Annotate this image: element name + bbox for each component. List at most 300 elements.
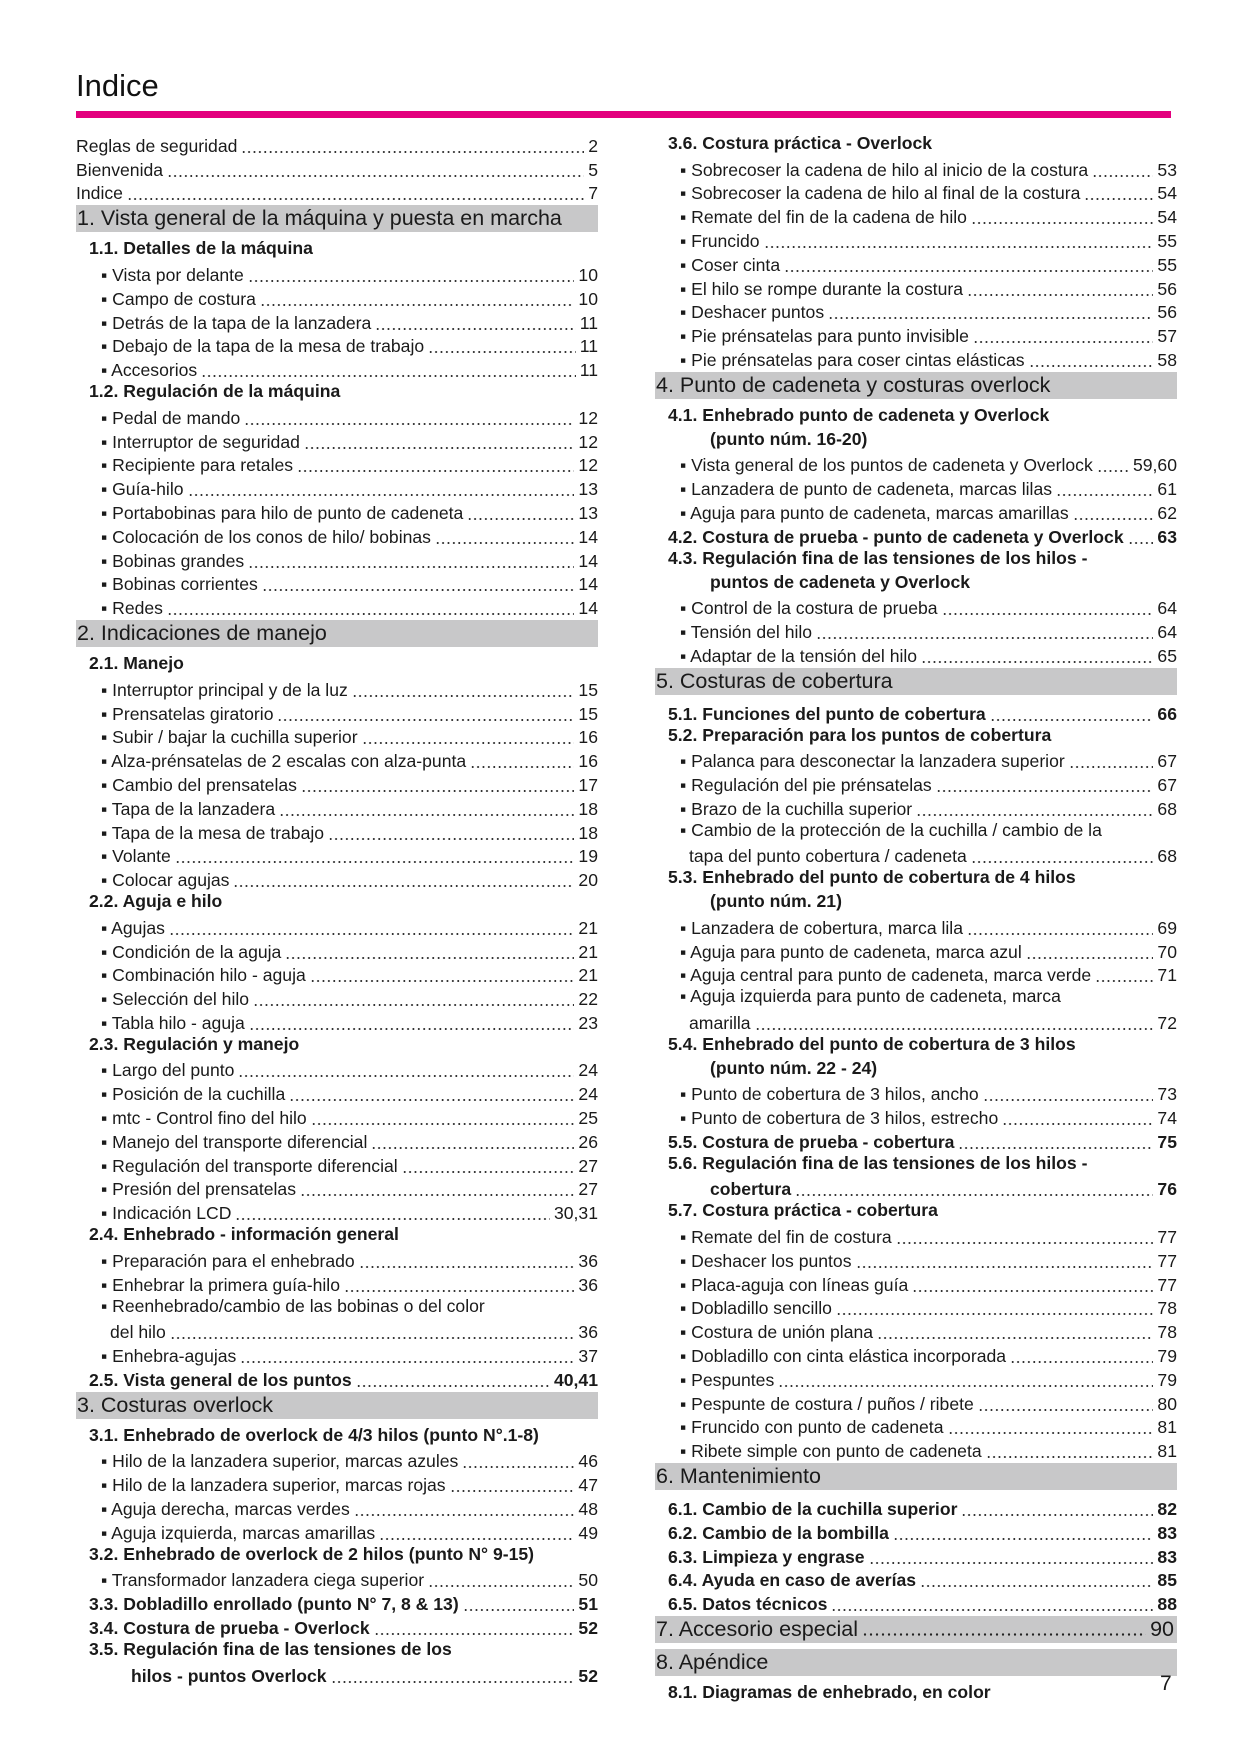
toc-page-number: 71 [1157, 965, 1177, 986]
toc-entry[interactable] [655, 1010, 1177, 1034]
toc-entry-title: ▪ Indicación LCD [101, 1203, 232, 1224]
toc-entry[interactable] [76, 1449, 598, 1473]
dot-leader [328, 838, 574, 840]
toc-entry-title: ▪ Posición de la cuchilla [101, 1084, 286, 1105]
toc-page-number: 36 [578, 1322, 598, 1343]
toc-page-number: 13 [578, 479, 598, 500]
toc-entry[interactable] [76, 915, 598, 939]
toc-entry[interactable] [76, 891, 598, 915]
toc-entry-title: 5.2. Preparación para los puntos de cobertura [668, 724, 1052, 745]
dot-leader [375, 328, 575, 330]
toc-entry[interactable] [655, 915, 1177, 939]
section-title: 1. Vista general de la máquina y puesta en marcha [77, 206, 562, 231]
toc-entry-title: ▪ Punto de cobertura de 3 hilos, estrecho [680, 1108, 999, 1129]
toc-entry[interactable] [76, 381, 598, 405]
toc-entry[interactable] [76, 772, 598, 796]
dot-leader [248, 280, 575, 282]
dot-leader [990, 719, 1154, 721]
toc-entry[interactable] [655, 1200, 1177, 1224]
toc-entry[interactable] [655, 1058, 1177, 1082]
toc-entry-title: del hilo [110, 1322, 166, 1343]
toc-entry[interactable] [655, 1034, 1177, 1058]
toc-entry[interactable] [655, 1296, 1177, 1320]
toc-entry[interactable] [655, 1391, 1177, 1415]
toc-entry[interactable] [76, 1544, 598, 1568]
dot-leader [983, 1099, 1154, 1101]
toc-entry[interactable] [655, 157, 1177, 181]
toc-entry[interactable] [655, 1496, 1177, 1520]
toc-entry-title: 5.7. Costura práctica - cobertura [668, 1200, 938, 1221]
toc-entry[interactable] [76, 1496, 598, 1520]
toc-page-number: 77 [1157, 1250, 1177, 1271]
toc-entry-title: ▪ Vista general de los puntos de cadeneta y Overlock [680, 455, 1093, 476]
toc-page-number: 61 [1157, 479, 1177, 500]
toc-entry[interactable] [655, 1224, 1177, 1248]
toc-entry[interactable] [76, 548, 598, 572]
toc-entry[interactable] [655, 1415, 1177, 1439]
toc-entry-title: ▪ Colocación de los conos de hilo/ bobinas [101, 526, 431, 547]
toc-entry[interactable] [655, 1272, 1177, 1296]
toc-entry-title: ▪ Detrás de la tapa de la lanzadera [101, 312, 372, 333]
toc-entry[interactable] [655, 228, 1177, 252]
toc-entry[interactable] [655, 963, 1177, 987]
toc-page-number: 22 [578, 989, 598, 1010]
toc-entry-title: ▪ Regulación del pie prénsatelas [680, 774, 932, 795]
section-title: 2. Indicaciones de manejo [77, 621, 327, 646]
toc-page-number: 53 [1157, 159, 1177, 180]
toc-entry[interactable] [76, 1034, 598, 1058]
toc-entry[interactable] [76, 1343, 598, 1367]
toc-entry[interactable] [76, 357, 598, 381]
toc-entry[interactable] [76, 1010, 598, 1034]
toc-entry[interactable] [76, 1319, 598, 1343]
dot-leader [916, 814, 1153, 816]
dot-leader [201, 375, 576, 377]
dot-leader [188, 494, 575, 496]
toc-entry[interactable] [76, 1591, 598, 1615]
toc-entry-title: ▪ Pespuntes [680, 1369, 775, 1390]
toc-entry-title: ▪ Lanzadera de punto de cadeneta, marcas lilas [680, 479, 1053, 500]
toc-entry-title: ▪ Fruncido [680, 230, 760, 251]
toc-page-number: 65 [1157, 645, 1177, 666]
toc-page-number: 81 [1157, 1417, 1177, 1438]
toc-entry[interactable] [76, 500, 598, 524]
toc-entry[interactable] [655, 1343, 1177, 1367]
toc-entry-title: ▪ Pie prénsatelas para coser cintas elásticas [680, 349, 1025, 370]
toc-page-number: 78 [1157, 1298, 1177, 1319]
dot-leader [921, 661, 1153, 663]
toc-entry[interactable] [655, 1568, 1177, 1592]
toc-entry[interactable] [655, 1153, 1177, 1177]
toc-entry[interactable] [655, 500, 1177, 524]
toc-page-number: 76 [1157, 1179, 1177, 1200]
toc-page-number: 20 [578, 870, 598, 891]
toc-entry[interactable] [76, 1520, 598, 1544]
toc-entry-title: ▪ Preparación para el enhebrado [101, 1250, 355, 1271]
toc-entry[interactable] [76, 1153, 598, 1177]
toc-page-number: 23 [578, 1012, 598, 1033]
toc-entry-title: ▪ Regulación del transporte diferencial [101, 1155, 398, 1176]
page-title: Indice [76, 68, 159, 103]
toc-entry-title: ▪ Cambio del prensatelas [101, 774, 297, 795]
dot-leader [297, 470, 574, 472]
toc-entry[interactable] [76, 1296, 598, 1320]
toc-entry[interactable] [76, 701, 598, 725]
toc-page-number: 64 [1157, 598, 1177, 619]
toc-entry[interactable] [76, 453, 598, 477]
dot-leader [238, 1075, 574, 1077]
dot-leader [971, 861, 1154, 863]
dot-leader [233, 885, 574, 887]
toc-entry-title: ▪ Reenhebrado/cambio de las bobinas o del color [101, 1295, 485, 1316]
section-title: 7. Accesorio especial [656, 1617, 858, 1642]
toc-entry[interactable] [655, 405, 1177, 429]
toc-page-number: 11 [579, 312, 598, 333]
toc-entry[interactable] [655, 867, 1177, 891]
toc-entry[interactable] [76, 1639, 598, 1663]
toc-entry-title: ▪ Enhebra-agujas [101, 1346, 237, 1367]
toc-entry-title: 8.1. Diagramas de enhebrado, en color [668, 1682, 991, 1703]
toc-entry-title: 3.5. Regulación fina de las tensiones de los [89, 1639, 452, 1660]
toc-page-number: 48 [578, 1499, 598, 1520]
toc-entry-title: ▪ Lanzadera de cobertura, marca lila [680, 917, 964, 938]
toc-entry[interactable] [655, 748, 1177, 772]
toc-page-number: 46 [578, 1451, 598, 1472]
toc-entry[interactable] [76, 595, 598, 619]
dot-leader [428, 351, 576, 353]
toc-entry[interactable] [76, 677, 598, 701]
toc-entry[interactable] [76, 939, 598, 963]
dot-leader [167, 613, 574, 615]
toc-entry[interactable] [655, 1367, 1177, 1391]
toc-page-number: 40,41 [553, 1369, 598, 1390]
toc-page-number: 19 [578, 846, 598, 867]
toc-entry[interactable] [76, 1177, 598, 1201]
dot-leader [920, 1585, 1153, 1587]
toc-entry-title: ▪ Deshacer puntos [680, 302, 825, 323]
toc-page-number: 68 [1157, 846, 1177, 867]
dot-leader [1097, 470, 1129, 472]
toc-page-number: 16 [578, 751, 598, 772]
toc-entry[interactable] [655, 986, 1177, 1010]
toc-entry[interactable] [76, 844, 598, 868]
toc-entry[interactable] [76, 796, 598, 820]
toc-page-number: 11 [579, 360, 598, 381]
toc-entry[interactable] [76, 1200, 598, 1224]
toc-entry[interactable] [655, 276, 1177, 300]
section-heading[interactable] [76, 1392, 598, 1419]
dot-leader [1073, 518, 1154, 520]
toc-page-number: 18 [578, 798, 598, 819]
toc-entry-title: ▪ Transformador lanzadera ciega superior [101, 1570, 425, 1591]
toc-page-number: 30,31 [553, 1203, 598, 1224]
toc-page-number: 79 [1157, 1346, 1177, 1367]
toc-entry[interactable] [76, 1568, 598, 1592]
toc-page-number: 26 [578, 1131, 598, 1152]
toc-entry[interactable] [655, 181, 1177, 205]
toc-entry[interactable] [76, 286, 598, 310]
dot-leader [428, 1585, 574, 1587]
dot-leader [356, 1385, 550, 1387]
section-heading[interactable] [655, 372, 1177, 399]
toc-page-number: 67 [1157, 751, 1177, 772]
dot-leader [971, 222, 1153, 224]
toc-entry[interactable] [76, 572, 598, 596]
toc-entry[interactable] [76, 133, 598, 157]
toc-page-number: 37 [578, 1346, 598, 1367]
toc-entry-title: 3.4. Costura de prueba - Overlock [89, 1618, 370, 1639]
dot-leader [877, 1337, 1153, 1339]
dot-leader [463, 1609, 575, 1611]
toc-page-number: 63 [1157, 526, 1177, 547]
dot-leader [1029, 365, 1154, 367]
toc-entry[interactable] [76, 653, 598, 677]
toc-entry[interactable] [655, 701, 1177, 725]
dot-leader [352, 695, 575, 697]
toc-entry[interactable] [655, 204, 1177, 228]
toc-entry[interactable] [655, 1248, 1177, 1272]
toc-entry-title: ▪ Volante [101, 846, 171, 867]
toc-entry[interactable] [655, 323, 1177, 347]
toc-entry-title: ▪ Costura de unión plana [680, 1322, 874, 1343]
toc-entry[interactable] [655, 725, 1177, 749]
toc-entry[interactable] [655, 548, 1177, 572]
toc-entry-title: ▪ Redes [101, 598, 163, 619]
toc-entry[interactable] [76, 181, 598, 205]
toc-entry[interactable] [76, 524, 598, 548]
toc-page-number: 52 [578, 1665, 598, 1686]
toc-page-number: 21 [578, 965, 598, 986]
toc-entry-title: ▪ Aguja para punto de cadeneta, marcas amarillas [680, 502, 1069, 523]
toc-page-number: 67 [1157, 774, 1177, 795]
toc-entry[interactable] [76, 429, 598, 453]
dot-leader [764, 246, 1154, 248]
toc-page-number: 21 [578, 941, 598, 962]
dot-leader [1095, 980, 1153, 982]
toc-entry[interactable] [655, 300, 1177, 324]
dot-leader [379, 1538, 574, 1540]
toc-page-number: 56 [1157, 302, 1177, 323]
toc-entry[interactable] [76, 1272, 598, 1296]
toc-entry-title: ▪ Condición de la aguja [101, 941, 282, 962]
toc-page-number: 83 [1157, 1546, 1177, 1567]
toc-entry[interactable] [655, 133, 1177, 157]
toc-entry[interactable] [655, 1129, 1177, 1153]
section-heading[interactable] [655, 1649, 1177, 1676]
toc-entry[interactable] [655, 1520, 1177, 1544]
toc-entry[interactable] [655, 939, 1177, 963]
toc-entry[interactable] [655, 643, 1177, 667]
toc-entry[interactable] [655, 1319, 1177, 1343]
toc-entry[interactable] [76, 1224, 598, 1248]
toc-entry[interactable] [76, 262, 598, 286]
toc-entry[interactable] [76, 334, 598, 358]
toc-entry[interactable] [76, 1367, 598, 1391]
toc-page-number: 14 [578, 574, 598, 595]
dot-leader [248, 566, 574, 568]
section-heading[interactable] [76, 620, 598, 647]
toc-entry[interactable] [76, 1058, 598, 1082]
dot-leader [869, 1562, 1154, 1564]
toc-page-number: 83 [1157, 1522, 1177, 1543]
toc-entry-title: ▪ Prensatelas giratorio [101, 703, 274, 724]
toc-entry[interactable] [76, 157, 598, 181]
toc-entry[interactable] [655, 476, 1177, 500]
dot-leader [942, 613, 1154, 615]
toc-page-number: 12 [578, 455, 598, 476]
toc-entry[interactable] [76, 310, 598, 334]
toc-entry[interactable] [655, 820, 1177, 844]
toc-entry[interactable] [76, 1425, 598, 1449]
dot-leader [1026, 957, 1154, 959]
toc-page-number: 74 [1157, 1108, 1177, 1129]
toc-entry[interactable] [655, 1682, 1177, 1706]
dot-leader [961, 1514, 1153, 1516]
toc-entry[interactable] [76, 1615, 598, 1639]
toc-entry[interactable] [655, 453, 1177, 477]
toc-entry[interactable] [76, 405, 598, 429]
dot-leader [893, 1538, 1153, 1540]
dot-leader [795, 1194, 1153, 1196]
toc-entry[interactable] [655, 1177, 1177, 1201]
dot-leader [169, 933, 574, 935]
toc-page-number: 14 [578, 598, 598, 619]
toc-entry[interactable] [76, 1663, 598, 1687]
toc-entry-title: ▪ Aguja para punto de cadeneta, marca azul [680, 941, 1022, 962]
toc-page-number: 10 [578, 288, 598, 309]
toc-entry-title: ▪ Aguja derecha, marcas verdes [101, 1499, 350, 1520]
toc-entry[interactable] [655, 1105, 1177, 1129]
toc-entry[interactable] [76, 986, 598, 1010]
toc-entry[interactable] [76, 1081, 598, 1105]
dot-leader [1002, 1123, 1153, 1125]
toc-entry-title: ▪ Sobrecoser la cadena de hilo al final de la costura [680, 183, 1081, 204]
toc-entry[interactable] [76, 476, 598, 500]
dot-leader [279, 814, 574, 816]
toc-page-number: 70 [1157, 941, 1177, 962]
toc-page-number: 49 [578, 1522, 598, 1543]
toc-entry[interactable] [76, 867, 598, 891]
toc-entry[interactable] [76, 963, 598, 987]
toc-page-number: 15 [578, 703, 598, 724]
toc-entry-title: 3.2. Enhebrado de overlock de 2 hilos (punto N° 9-15) [89, 1543, 535, 1564]
toc-entry-title: 5.4. Enhebrado del punto de cobertura de 3 hilos [668, 1033, 1076, 1054]
toc-entry[interactable] [655, 524, 1177, 548]
dot-leader [778, 1385, 1153, 1387]
toc-entry[interactable] [655, 252, 1177, 276]
toc-entry[interactable] [76, 1472, 598, 1496]
toc-entry[interactable] [655, 572, 1177, 596]
toc-entry-title: ▪ Tabla hilo - aguja [101, 1012, 245, 1033]
toc-entry[interactable] [655, 844, 1177, 868]
section-heading[interactable] [655, 1463, 1177, 1490]
toc-entry[interactable] [76, 1248, 598, 1272]
toc-entry[interactable] [655, 1438, 1177, 1462]
dot-leader [470, 766, 574, 768]
toc-page-number: 72 [1157, 1012, 1177, 1033]
toc-entry-title: ▪ Ribete simple con punto de cadeneta [680, 1441, 982, 1462]
toc-entry[interactable] [76, 1129, 598, 1153]
section-title: 5. Costuras de cobertura [656, 668, 893, 693]
dot-leader [856, 1266, 1154, 1268]
dot-leader [359, 1266, 575, 1268]
toc-entry-title: ▪ Selección del hilo [101, 989, 250, 1010]
toc-entry[interactable] [76, 1105, 598, 1129]
toc-entry-title: ▪ Tensión del hilo [680, 621, 813, 642]
dot-leader [816, 637, 1153, 639]
toc-entry-title: ▪ Tapa de la mesa de trabajo [101, 822, 325, 843]
toc-entry[interactable] [655, 595, 1177, 619]
toc-entry-title: puntos de cadeneta y Overlock [710, 571, 971, 592]
toc-entry[interactable] [76, 238, 598, 262]
toc-page-number: 64 [1157, 621, 1177, 642]
toc-entry[interactable] [655, 1081, 1177, 1105]
toc-entry[interactable] [655, 347, 1177, 371]
toc-entry-title: ▪ Aguja izquierda, marcas amarillas [101, 1522, 376, 1543]
section-heading[interactable] [655, 668, 1177, 695]
toc-entry[interactable] [655, 1544, 1177, 1568]
toc-entry[interactable] [655, 772, 1177, 796]
toc-entry[interactable] [655, 796, 1177, 820]
toc-page-number: 12 [578, 431, 598, 452]
toc-entry[interactable] [76, 820, 598, 844]
dot-leader [240, 1361, 574, 1363]
toc-page-number: 79 [1157, 1369, 1177, 1390]
toc-page-number: 68 [1157, 798, 1177, 819]
toc-entry-title: Indice [76, 183, 123, 204]
toc-entry-title: ▪ Deshacer los puntos [680, 1250, 852, 1271]
toc-entry-title: ▪ Pespunte de costura / puños / ribete [680, 1393, 974, 1414]
toc-entry[interactable] [655, 1591, 1177, 1615]
toc-entry-title: ▪ Alza-prénsatelas de 2 escalas con alza-punta [101, 751, 467, 772]
toc-entry[interactable] [655, 619, 1177, 643]
toc-page-number: 88 [1157, 1594, 1177, 1615]
toc-entry[interactable] [655, 891, 1177, 915]
toc-entry-title: Reglas de seguridad [76, 135, 238, 156]
toc-entry[interactable] [655, 429, 1177, 453]
dot-leader [253, 1004, 574, 1006]
toc-entry-title: ▪ Hilo de la lanzadera superior, marcas rojas [101, 1475, 446, 1496]
toc-page-number: 51 [578, 1594, 598, 1615]
toc-entry-title: ▪ Accesorios [101, 360, 198, 381]
toc-page-number: 81 [1157, 1441, 1177, 1462]
toc-entry[interactable] [76, 748, 598, 772]
dot-leader [175, 861, 575, 863]
dot-leader [402, 1171, 575, 1173]
toc-page-number: 59,60 [1132, 455, 1177, 476]
toc-page-number: 56 [1157, 278, 1177, 299]
dot-leader [450, 1490, 575, 1492]
toc-entry-title: 6.1. Cambio de la cuchilla superior [668, 1499, 958, 1520]
dot-leader [958, 1147, 1153, 1149]
toc-entry-title: 2.3. Regulación y manejo [89, 1033, 300, 1054]
dot-leader [304, 447, 575, 449]
toc-page-number: 90 [1150, 1617, 1174, 1642]
toc-entry-title: ▪ Campo de costura [101, 288, 256, 309]
section-heading[interactable] [655, 1616, 1177, 1643]
section-heading[interactable] [76, 205, 598, 232]
toc-page-number: 82 [1157, 1499, 1177, 1520]
toc-page-number: 12 [578, 407, 598, 428]
toc-entry-title: 6.5. Datos técnicos [668, 1594, 828, 1615]
dot-leader [948, 1432, 1154, 1434]
toc-entry-title: ▪ Presión del prensatelas [101, 1179, 296, 1200]
toc-entry-title: ▪ Bobinas corrientes [101, 574, 258, 595]
toc-entry[interactable] [76, 725, 598, 749]
dot-leader [249, 1028, 575, 1030]
dot-leader [862, 1633, 1146, 1636]
toc-entry-title: ▪ Pedal de mando [101, 407, 241, 428]
